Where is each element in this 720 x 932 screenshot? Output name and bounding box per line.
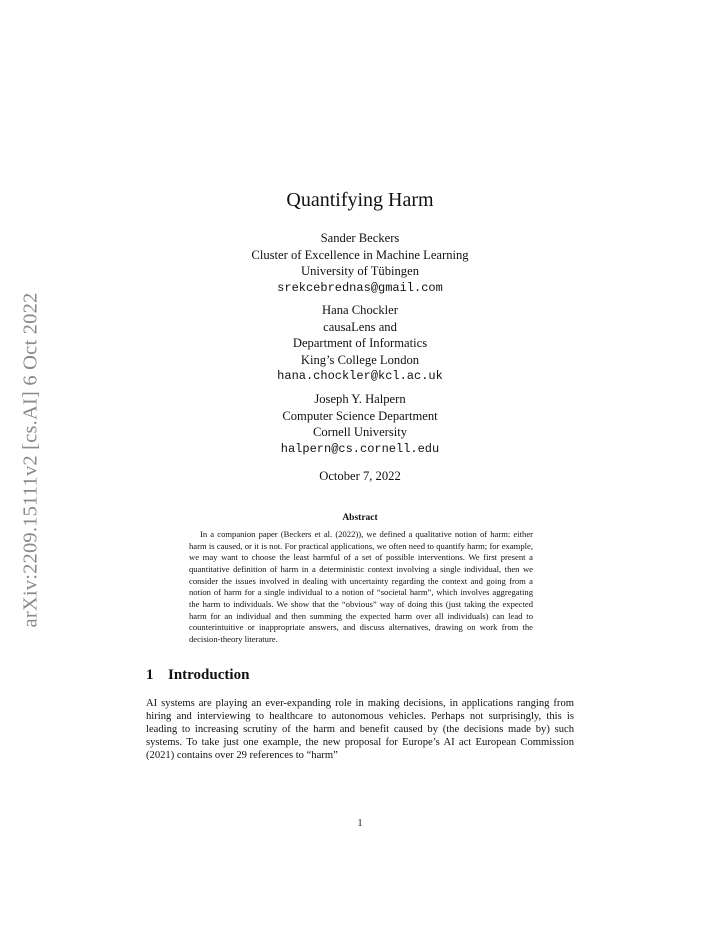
author-block-2 <box>0 302 720 385</box>
intro-paragraph: AI systems are playing an ever-expanding role in making decisions, in applications ranging from hiring and interviewing to healthcare to autonomous vehicles. Perhaps not surprisingly, this is leading to increasing scrutiny of the harm and benefit caused by (the decisions made by) such systems. To take just one example, the new proposal for Europe’s AI act European Commission (2021) contains over 29 references to “harm” <box>146 698 574 762</box>
author-affiliation: causaLens and <box>323 319 397 334</box>
author-affiliation: Department of Informatics <box>292 336 428 350</box>
author-name: Hana Chockler <box>322 303 398 317</box>
author-affiliation: Cluster of Excellence in Machine Learning <box>251 247 469 262</box>
author-affiliation: Cornell University <box>312 425 408 439</box>
author-email[interactable]: srekcebrednas@gmail.com <box>277 280 443 295</box>
author-block-1 <box>0 230 720 296</box>
page-number: 1 <box>357 818 363 829</box>
author-affiliation: University of Tübingen <box>301 264 419 278</box>
author-name: Sander Beckers <box>320 231 400 245</box>
section-title: Introduction <box>168 667 250 683</box>
abstract-heading: Abstract <box>342 513 378 523</box>
author-name: Joseph Y. Halpern <box>314 392 406 406</box>
author-email[interactable]: halpern@cs.cornell.edu <box>280 441 440 456</box>
paper-date: October 7, 2022 <box>319 469 401 483</box>
section-number: 1 <box>146 667 154 683</box>
author-affiliation: Computer Science Department <box>282 408 438 423</box>
paper-title: Quantifying Harm <box>286 189 434 211</box>
author-block-3 <box>0 391 720 457</box>
abstract-text: In a companion paper (Beckers et al. (2022)), we defined a qualitative notion of harm: either harm is caused, or it is not. For practical applications, we often need to quantify harm; for example, we may want to choose the least harmful of a set of possible interventions. We first present a quantitative definition of harm in a deterministic context involving a single individual, then we consider the issues involved in dealing with uncertainty regarding the context and going from a notion of harm for a single individual to a notion of “societal harm”, which involves aggregating the harm to individuals. We show that the “obvious” way of doing this (just taking the expected harm for an individual and then summing the expected harm over all individuals) can lead to counterintuitive or inappropriate answers, and discuss alternatives, drawing on work from the decision-theory literature. <box>189 529 533 644</box>
author-email[interactable]: hana.chockler@kcl.ac.uk <box>277 369 443 383</box>
arxiv-identifier-text: arXiv:2209.15111v2 [cs.AI] 6 Oct 2022 <box>19 292 42 627</box>
section-heading <box>146 667 249 684</box>
author-affiliation: King’s College London <box>300 352 420 367</box>
